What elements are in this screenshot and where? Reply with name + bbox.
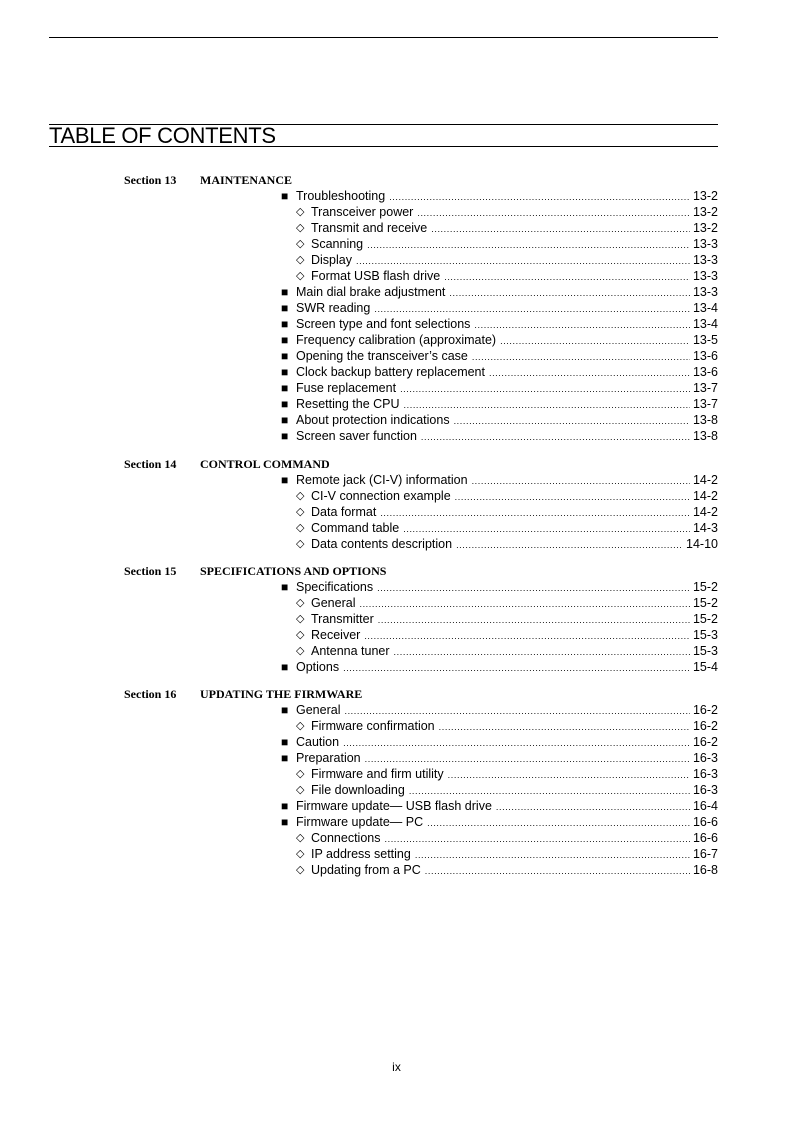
entry-page: 15-3 (692, 644, 718, 658)
entry-page: 16-8 (692, 863, 718, 877)
dot-leader (439, 719, 690, 735)
toc-subentry[interactable] (0, 520, 793, 536)
dot-leader (454, 413, 690, 429)
toc-entry[interactable] (0, 300, 793, 316)
toc-entry[interactable] (0, 284, 793, 300)
entry-page: 13-2 (692, 205, 718, 219)
entry-page: 15-4 (692, 660, 718, 674)
dot-leader (421, 429, 690, 445)
toc-subentry[interactable] (0, 504, 793, 520)
filled-square-icon: ■ (281, 285, 289, 299)
entry-page: 14-3 (692, 521, 718, 535)
entry-label: Receiver (311, 628, 361, 642)
entry-page: 15-2 (692, 596, 718, 610)
entry-page: 16-4 (692, 799, 718, 813)
entry-label: Preparation (296, 751, 361, 765)
title-rule-bottom (49, 146, 718, 147)
toc-entry[interactable] (0, 364, 793, 380)
filled-square-icon: ■ (281, 473, 289, 487)
toc-subentry[interactable] (0, 627, 793, 643)
section-title: CONTROL COMMAND (200, 457, 330, 471)
entry-label: Transceiver power (311, 205, 414, 219)
filled-square-icon: ■ (281, 580, 289, 594)
entry-page: 14-10 (686, 537, 718, 551)
toc-entry[interactable] (0, 579, 793, 595)
filled-square-icon: ■ (281, 301, 289, 315)
section-title: MAINTENANCE (200, 173, 293, 187)
entry-page: 13-4 (692, 301, 718, 315)
entry-page: 13-8 (692, 429, 718, 443)
hollow-diamond-icon: ◇ (296, 784, 305, 796)
toc-entry[interactable] (0, 750, 793, 766)
entry-label: Opening the transceiver’s case (296, 349, 468, 363)
entry-page: 13-7 (692, 381, 718, 395)
filled-square-icon: ■ (281, 751, 289, 765)
entry-label: IP address setting (311, 847, 411, 861)
dot-leader (385, 831, 690, 847)
entry-page: 13-5 (692, 333, 718, 347)
dot-leader (367, 237, 690, 253)
hollow-diamond-icon: ◇ (296, 206, 305, 218)
dot-leader (365, 751, 690, 767)
hollow-diamond-icon: ◇ (296, 254, 305, 266)
dot-leader (474, 317, 690, 333)
dot-leader (417, 205, 690, 221)
hollow-diamond-icon: ◇ (296, 222, 305, 234)
entry-label: Updating from a PC (311, 863, 421, 877)
toc-subentry[interactable] (0, 766, 793, 782)
filled-square-icon: ■ (281, 815, 289, 829)
toc-entry[interactable] (0, 188, 793, 204)
hollow-diamond-icon: ◇ (296, 768, 305, 780)
section-number: Section 14 (124, 457, 177, 471)
toc-entry[interactable] (0, 380, 793, 396)
entry-page: 14-2 (692, 505, 718, 519)
toc-subentry[interactable] (0, 204, 793, 220)
toc-subentry[interactable] (0, 862, 793, 878)
toc-entry[interactable] (0, 316, 793, 332)
entry-label: Clock backup battery replacement (296, 365, 485, 379)
dot-leader (343, 735, 690, 751)
entry-page: 14-2 (692, 473, 718, 487)
dot-leader (425, 863, 690, 879)
page-title: TABLE OF CONTENTS (49, 123, 276, 148)
entry-page: 13-2 (692, 189, 718, 203)
filled-square-icon: ■ (281, 189, 289, 203)
hollow-diamond-icon: ◇ (296, 490, 305, 502)
section-entries (0, 579, 793, 675)
hollow-diamond-icon: ◇ (296, 538, 305, 550)
hollow-diamond-icon: ◇ (296, 522, 305, 534)
entry-label: Screen type and font selections (296, 317, 471, 331)
hollow-diamond-icon: ◇ (296, 506, 305, 518)
entry-label: Transmit and receive (311, 221, 428, 235)
entry-page: 15-3 (692, 628, 718, 642)
toc-entry[interactable] (0, 814, 793, 830)
hollow-diamond-icon: ◇ (296, 720, 305, 732)
entry-page: 16-6 (692, 831, 718, 845)
dot-leader (415, 847, 690, 863)
entry-label: About protection indications (296, 413, 450, 427)
entry-label: Command table (311, 521, 400, 535)
entry-page: 13-3 (692, 269, 718, 283)
entry-page: 14-2 (692, 489, 718, 503)
entry-label: Transmitter (311, 612, 374, 626)
filled-square-icon: ■ (281, 397, 289, 411)
entry-page: 16-2 (692, 719, 718, 733)
dot-leader (449, 285, 690, 301)
toc-subentry[interactable] (0, 488, 793, 504)
filled-square-icon: ■ (281, 333, 289, 347)
dot-leader (472, 473, 690, 489)
entry-label: General (311, 596, 356, 610)
hollow-diamond-icon: ◇ (296, 629, 305, 641)
entry-label: Specifications (296, 580, 374, 594)
entry-label: Connections (311, 831, 381, 845)
entry-page: 13-4 (692, 317, 718, 331)
filled-square-icon: ■ (281, 317, 289, 331)
entry-page: 13-6 (692, 349, 718, 363)
entry-label: SWR reading (296, 301, 371, 315)
toc-subentry[interactable] (0, 846, 793, 862)
dot-leader (403, 521, 690, 537)
section-entries (0, 472, 793, 552)
entry-page: 16-6 (692, 815, 718, 829)
dot-leader (404, 397, 690, 413)
dot-leader (364, 628, 690, 644)
section-number: Section 15 (124, 564, 177, 578)
dot-leader (344, 703, 689, 719)
dot-leader (400, 381, 690, 397)
toc-subentry[interactable] (0, 236, 793, 252)
entry-label: Data contents description (311, 537, 453, 551)
dot-leader (448, 767, 690, 783)
dot-leader (378, 612, 690, 628)
dot-leader (431, 221, 690, 237)
dot-leader (489, 365, 690, 381)
section-number: Section 13 (124, 173, 177, 187)
entry-page: 13-3 (692, 237, 718, 251)
toc-subentry[interactable] (0, 782, 793, 798)
dot-leader (377, 580, 690, 596)
entry-page: 16-2 (692, 735, 718, 749)
entry-label: Firmware confirmation (311, 719, 435, 733)
entry-label: Options (296, 660, 340, 674)
hollow-diamond-icon: ◇ (296, 848, 305, 860)
hollow-diamond-icon: ◇ (296, 613, 305, 625)
entry-label: Data format (311, 505, 377, 519)
entry-page: 13-7 (692, 397, 718, 411)
filled-square-icon: ■ (281, 349, 289, 363)
toc-entry[interactable] (0, 428, 793, 444)
entry-label: CI-V connection example (311, 489, 451, 503)
entry-page: 16-2 (692, 703, 718, 717)
dot-leader (444, 269, 690, 285)
dot-leader (427, 815, 690, 831)
dot-leader (374, 301, 690, 317)
entry-label: Resetting the CPU (296, 397, 400, 411)
filled-square-icon: ■ (281, 660, 289, 674)
entry-label: Troubleshooting (296, 189, 386, 203)
section-title: UPDATING THE FIRMWARE (200, 687, 363, 701)
entry-page: 15-2 (692, 612, 718, 626)
entry-label: Antenna tuner (311, 644, 390, 658)
entry-label: Main dial brake adjustment (296, 285, 446, 299)
toc-entry[interactable] (0, 734, 793, 750)
page-number: ix (392, 1060, 401, 1074)
entry-label: Scanning (311, 237, 364, 251)
entry-label: Firmware update— USB flash drive (296, 799, 492, 813)
section-title: SPECIFICATIONS AND OPTIONS (200, 564, 387, 578)
dot-leader (356, 253, 690, 269)
entry-label: General (296, 703, 341, 717)
toc-subentry[interactable] (0, 252, 793, 268)
toc-subentry[interactable] (0, 718, 793, 734)
toc-entry[interactable] (0, 332, 793, 348)
toc-subentry[interactable] (0, 268, 793, 284)
toc-subentry[interactable] (0, 830, 793, 846)
toc-subentry[interactable] (0, 536, 793, 552)
toc-entry[interactable] (0, 798, 793, 814)
entry-label: Firmware update— PC (296, 815, 424, 829)
filled-square-icon: ■ (281, 735, 289, 749)
section-number: Section 16 (124, 687, 177, 701)
entry-label: Fuse replacement (296, 381, 397, 395)
filled-square-icon: ■ (281, 365, 289, 379)
toc-subentry[interactable] (0, 595, 793, 611)
entry-page: 16-3 (692, 783, 718, 797)
toc-entry[interactable] (0, 396, 793, 412)
entry-label: Remote jack (CI-V) information (296, 473, 468, 487)
dot-leader (472, 349, 690, 365)
entry-label: Display (311, 253, 352, 267)
toc-subentry[interactable] (0, 611, 793, 627)
toc-subentry[interactable] (0, 643, 793, 659)
entry-label: Firmware and firm utility (311, 767, 444, 781)
hollow-diamond-icon: ◇ (296, 270, 305, 282)
dot-leader (455, 489, 690, 505)
entry-label: File downloading (311, 783, 405, 797)
hollow-diamond-icon: ◇ (296, 864, 305, 876)
filled-square-icon: ■ (281, 429, 289, 443)
toc-entry[interactable] (0, 348, 793, 364)
entry-page: 16-3 (692, 751, 718, 765)
entry-label: Caution (296, 735, 340, 749)
hollow-diamond-icon: ◇ (296, 597, 305, 609)
dot-leader (343, 660, 690, 676)
filled-square-icon: ■ (281, 799, 289, 813)
entry-page: 16-7 (692, 847, 718, 861)
section-entries (0, 188, 793, 444)
entry-page: 13-3 (692, 285, 718, 299)
dot-leader (500, 333, 690, 349)
entry-label: Frequency calibration (approximate) (296, 333, 497, 347)
filled-square-icon: ■ (281, 381, 289, 395)
dot-leader (409, 783, 690, 799)
dot-leader (394, 644, 690, 660)
section-entries (0, 702, 793, 878)
toc-subentry[interactable] (0, 220, 793, 236)
entry-page: 13-2 (692, 221, 718, 235)
filled-square-icon: ■ (281, 413, 289, 427)
dot-leader (359, 596, 689, 612)
dot-leader (456, 537, 683, 553)
entry-page: 13-8 (692, 413, 718, 427)
dot-leader (380, 505, 690, 521)
entry-page: 13-3 (692, 253, 718, 267)
dot-leader (496, 799, 690, 815)
hollow-diamond-icon: ◇ (296, 238, 305, 250)
header-rule (49, 37, 718, 38)
hollow-diamond-icon: ◇ (296, 832, 305, 844)
entry-page: 15-2 (692, 580, 718, 594)
hollow-diamond-icon: ◇ (296, 645, 305, 657)
toc-entry[interactable] (0, 659, 793, 675)
dot-leader (389, 189, 690, 205)
entry-page: 16-3 (692, 767, 718, 781)
toc-entry[interactable] (0, 472, 793, 488)
entry-label: Format USB flash drive (311, 269, 441, 283)
toc-entry[interactable] (0, 412, 793, 428)
toc-entry[interactable] (0, 702, 793, 718)
entry-label: Screen saver function (296, 429, 417, 443)
entry-page: 13-6 (692, 365, 718, 379)
filled-square-icon: ■ (281, 703, 289, 717)
